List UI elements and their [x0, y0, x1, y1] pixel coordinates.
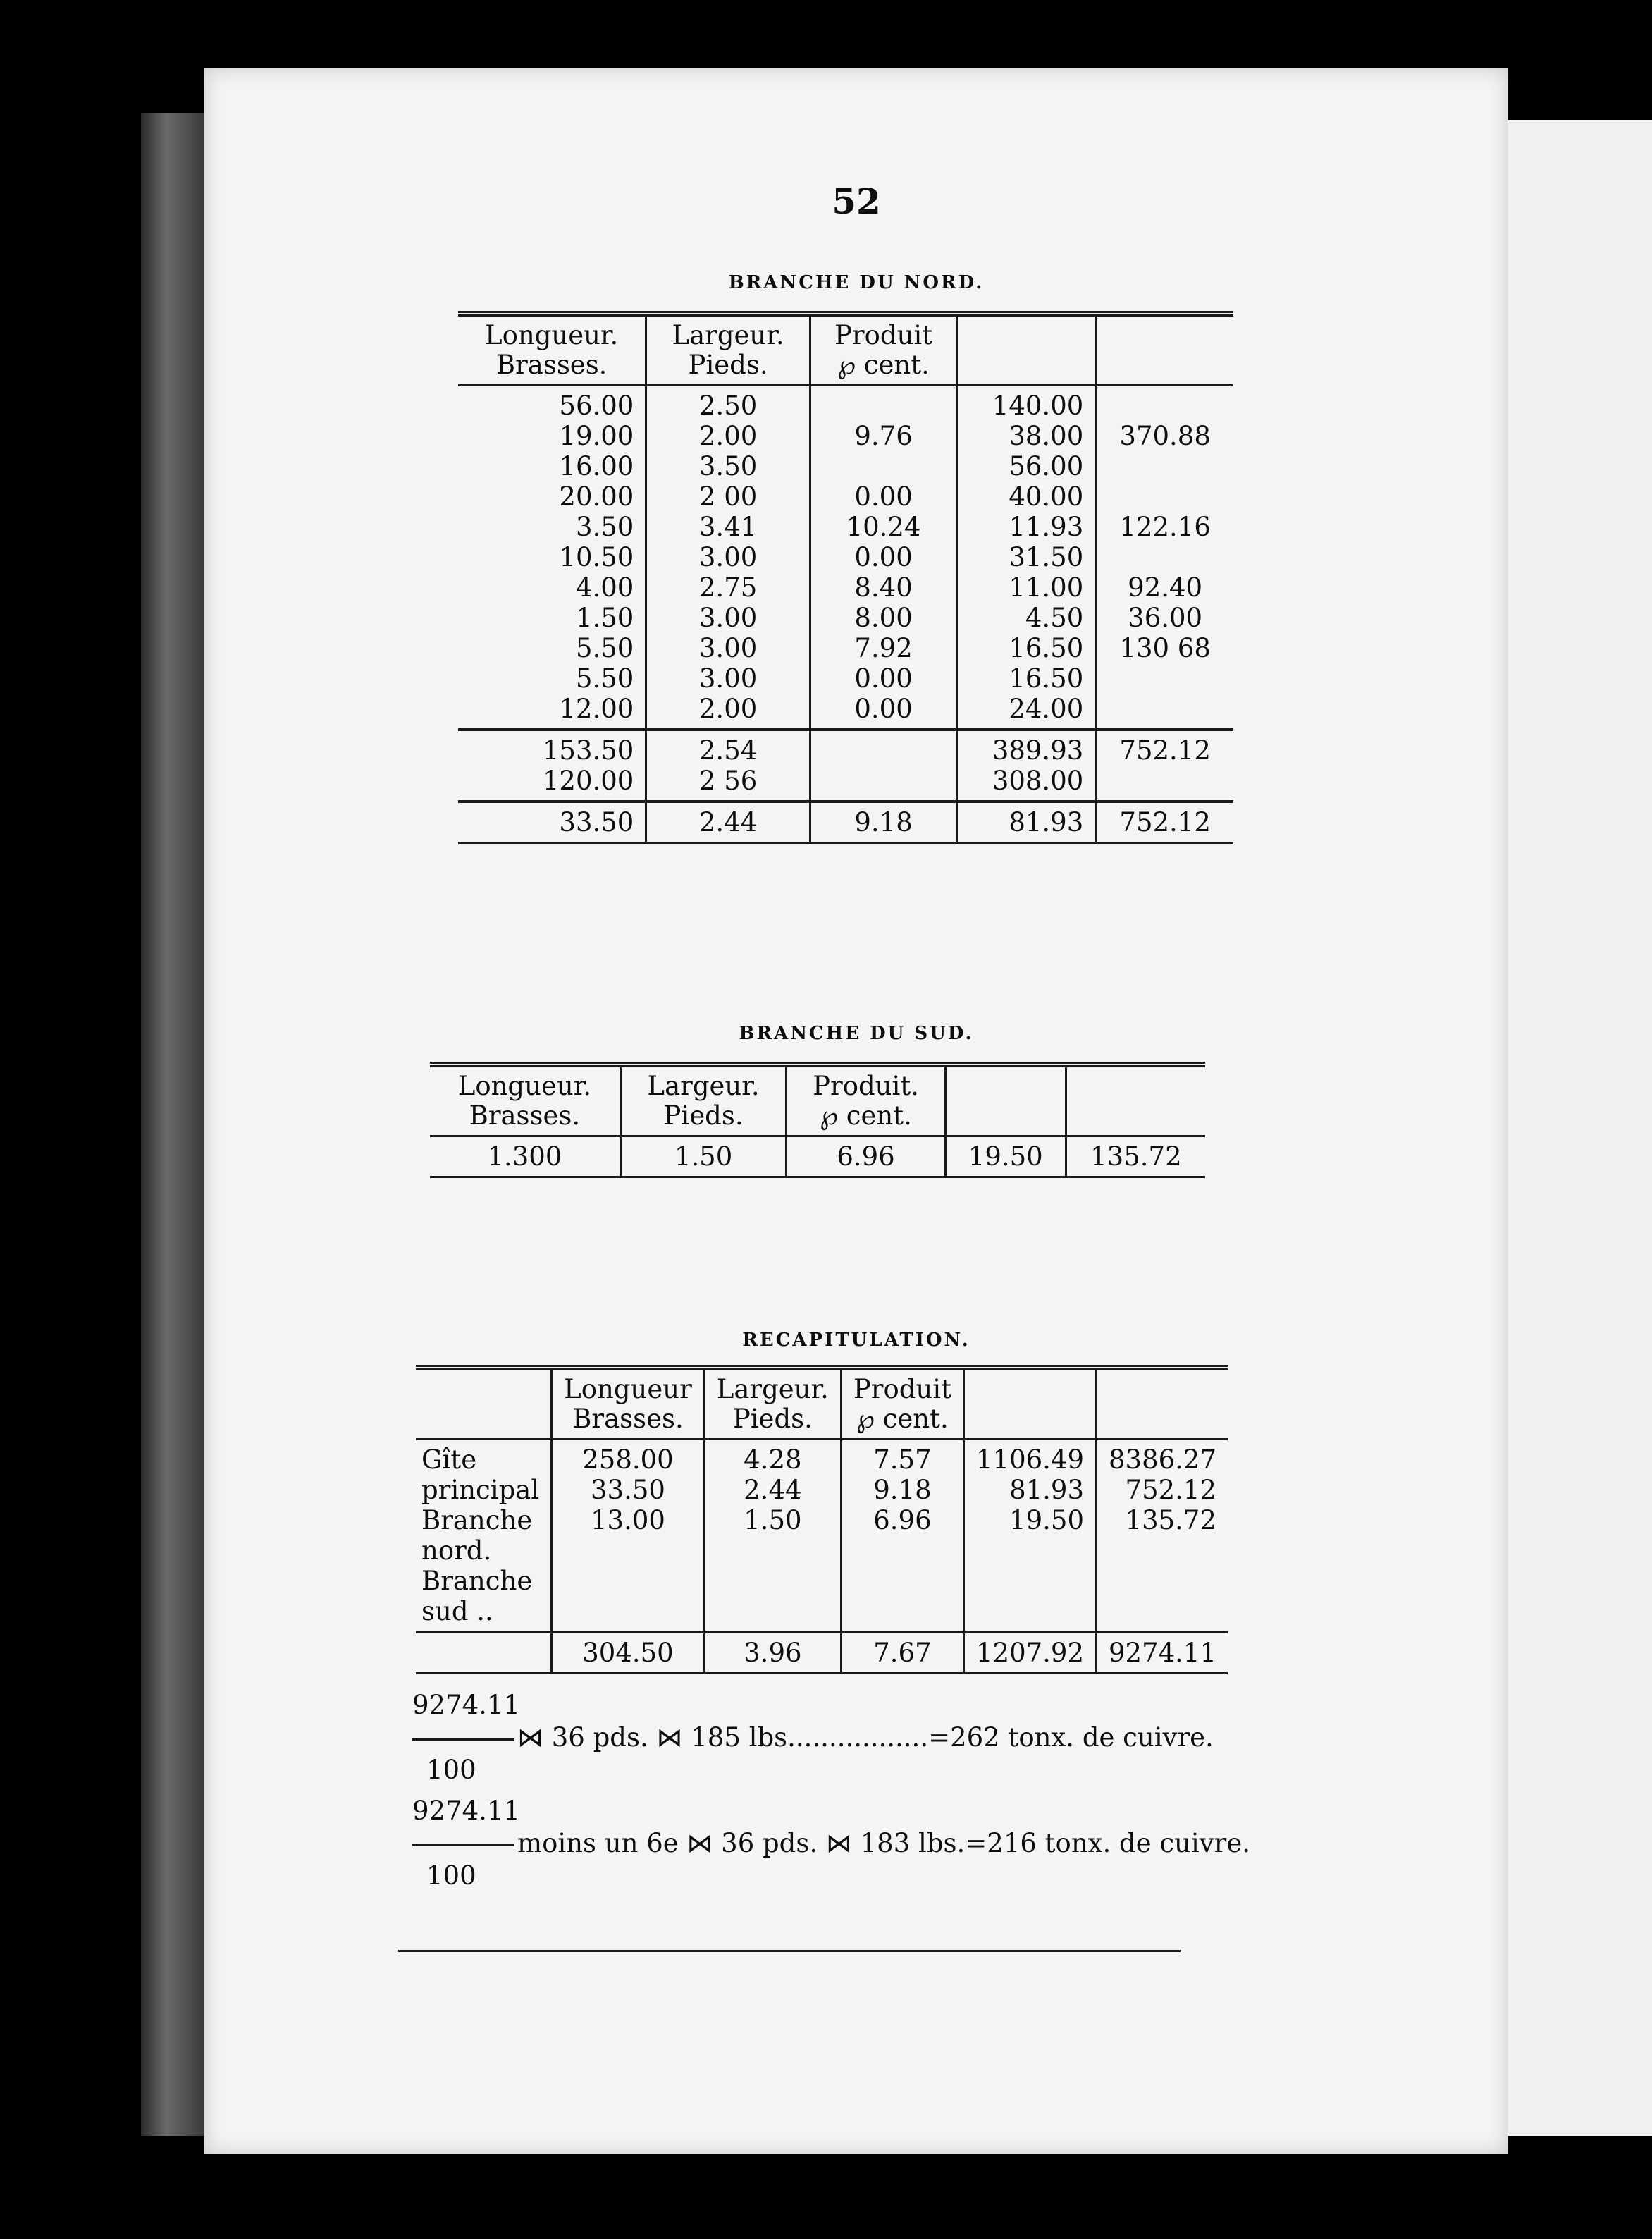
calc-line-1	[412, 1689, 1214, 1786]
north-header-row	[458, 314, 1233, 386]
recap-total-width: 3.96	[704, 1632, 841, 1674]
north-subtotal-col5: 752.12	[1096, 730, 1233, 802]
recap-total-label	[416, 1632, 552, 1674]
south-length-value: 1.300	[430, 1136, 620, 1177]
page-number: 52	[832, 180, 881, 222]
calc-1-numerator: 9274.11	[412, 1690, 521, 1720]
facing-page-edge	[1508, 120, 1652, 2136]
north-header-width: Largeur. Pieds.	[646, 314, 810, 386]
calc-2-text: moins un 6e ⋈ 36 pds. ⋈ 183 lbs.=216 tonx. de cuivre.	[517, 1828, 1251, 1858]
north-header-length: Longueur. Brasses.	[458, 314, 646, 386]
north-total-width: 2.44	[646, 802, 810, 843]
calc-2-denominator: 100	[426, 1860, 476, 1891]
recap-header-col4	[963, 1368, 1096, 1440]
south-col5-value: 135.72	[1090, 1141, 1182, 1172]
recap-data-row	[416, 1440, 1228, 1633]
calc-line-2	[412, 1795, 1250, 1892]
north-subtotal-product	[810, 730, 956, 802]
recap-header-product: Produit ℘ cent.	[841, 1368, 963, 1440]
book-spine	[141, 113, 204, 2136]
south-data-row	[430, 1136, 1205, 1177]
south-header-row	[430, 1065, 1205, 1136]
closing-rule	[398, 1950, 1181, 1952]
south-branch-table	[430, 1062, 1205, 1178]
calc-1-denominator: 100	[426, 1755, 476, 1785]
recap-width-values: 4.28 2.44 1.50	[704, 1440, 841, 1633]
calc-1-fraction-bar	[412, 1738, 514, 1741]
calc-1-text: ⋈ 36 pds. ⋈ 185 lbs.................=262 tonx. de cuivre.	[517, 1722, 1214, 1753]
north-total-row	[458, 802, 1233, 843]
recap-col4-values: 1106.49 81.93 19.50	[963, 1440, 1096, 1633]
recap-header-length: Longueur Brasses.	[552, 1368, 705, 1440]
recap-total-length: 304.50	[552, 1632, 705, 1674]
north-total-product: 9.18	[810, 802, 956, 843]
recap-header-width: Largeur. Pieds.	[704, 1368, 841, 1440]
calc-2-fraction-bar	[412, 1844, 514, 1846]
recap-product-values: 7.57 9.18 6.96	[841, 1440, 963, 1633]
north-total-col4: 81.93	[957, 802, 1096, 843]
north-header-col5	[1096, 314, 1233, 386]
north-product-values: 9.76 0.00 10.24 0.00 8.40 8.00 7.92 0.00 0.00	[810, 386, 956, 730]
north-subtotal-row	[458, 730, 1233, 802]
recap-total-row	[416, 1632, 1228, 1674]
recap-total-col4: 1207.92	[963, 1632, 1096, 1674]
recap-col5-values: 8386.27 752.12 135.72	[1109, 1444, 1217, 1535]
north-length-values: 56.00 19.00 16.00 20.00 3.50 10.50 4.00 1.50 5.50 5.50 12.00	[458, 386, 646, 730]
north-subtotal-length: 153.50 120.00	[458, 730, 646, 802]
south-header-length: Longueur. Brasses.	[430, 1065, 620, 1136]
north-subtotal-width: 2.54 2 56	[646, 730, 810, 802]
recap-title: RECAPITULATION.	[742, 1330, 970, 1351]
north-col4-values: 140.00 38.00 56.00 40.00 11.93 31.50 11.00 4.50 16.50 16.50 24.00	[957, 386, 1096, 730]
south-header-col4	[945, 1065, 1066, 1136]
south-header-product: Produit. ℘ cent.	[787, 1065, 945, 1136]
recap-header-col5	[1097, 1368, 1228, 1440]
south-col4-value: 19.50	[945, 1136, 1066, 1177]
south-header-col5	[1066, 1065, 1205, 1136]
book-page	[204, 68, 1508, 2154]
north-subtotal-col4: 389.93 308.00	[957, 730, 1096, 802]
recap-header-label	[416, 1368, 552, 1440]
south-product-value: 6.96	[787, 1136, 945, 1177]
recap-total-col5: 9274.11	[1097, 1632, 1228, 1674]
calc-2-numerator: 9274.11	[412, 1796, 521, 1826]
recap-row-labels: Gîte principal Branche nord. Branche sud ..	[416, 1440, 552, 1633]
north-data-row	[458, 386, 1233, 730]
south-header-width: Largeur. Pieds.	[620, 1065, 787, 1136]
north-total-col5: 752.12	[1096, 802, 1233, 843]
south-branch-title: BRANCHE DU SUD.	[739, 1023, 974, 1044]
north-total-length: 33.50	[458, 802, 646, 843]
recap-length-values: 258.00 33.50 13.00	[552, 1440, 705, 1633]
recap-total-product: 7.67	[841, 1632, 963, 1674]
north-header-col4	[957, 314, 1096, 386]
recap-header-row	[416, 1368, 1228, 1440]
south-width-value: 1.50	[620, 1136, 787, 1177]
north-header-product: Produit ℘ cent.	[810, 314, 956, 386]
north-branch-title: BRANCHE DU NORD.	[728, 272, 985, 293]
north-branch-table	[458, 311, 1233, 844]
recap-table	[416, 1365, 1228, 1674]
north-width-values: 2.50 2.00 3.50 2 00 3.41 3.00 2.75 3.00 3.00 3.00 2.00	[646, 386, 810, 730]
north-col5-values: 370.88 122.16 92.40 36.00 130 68	[1119, 421, 1211, 663]
